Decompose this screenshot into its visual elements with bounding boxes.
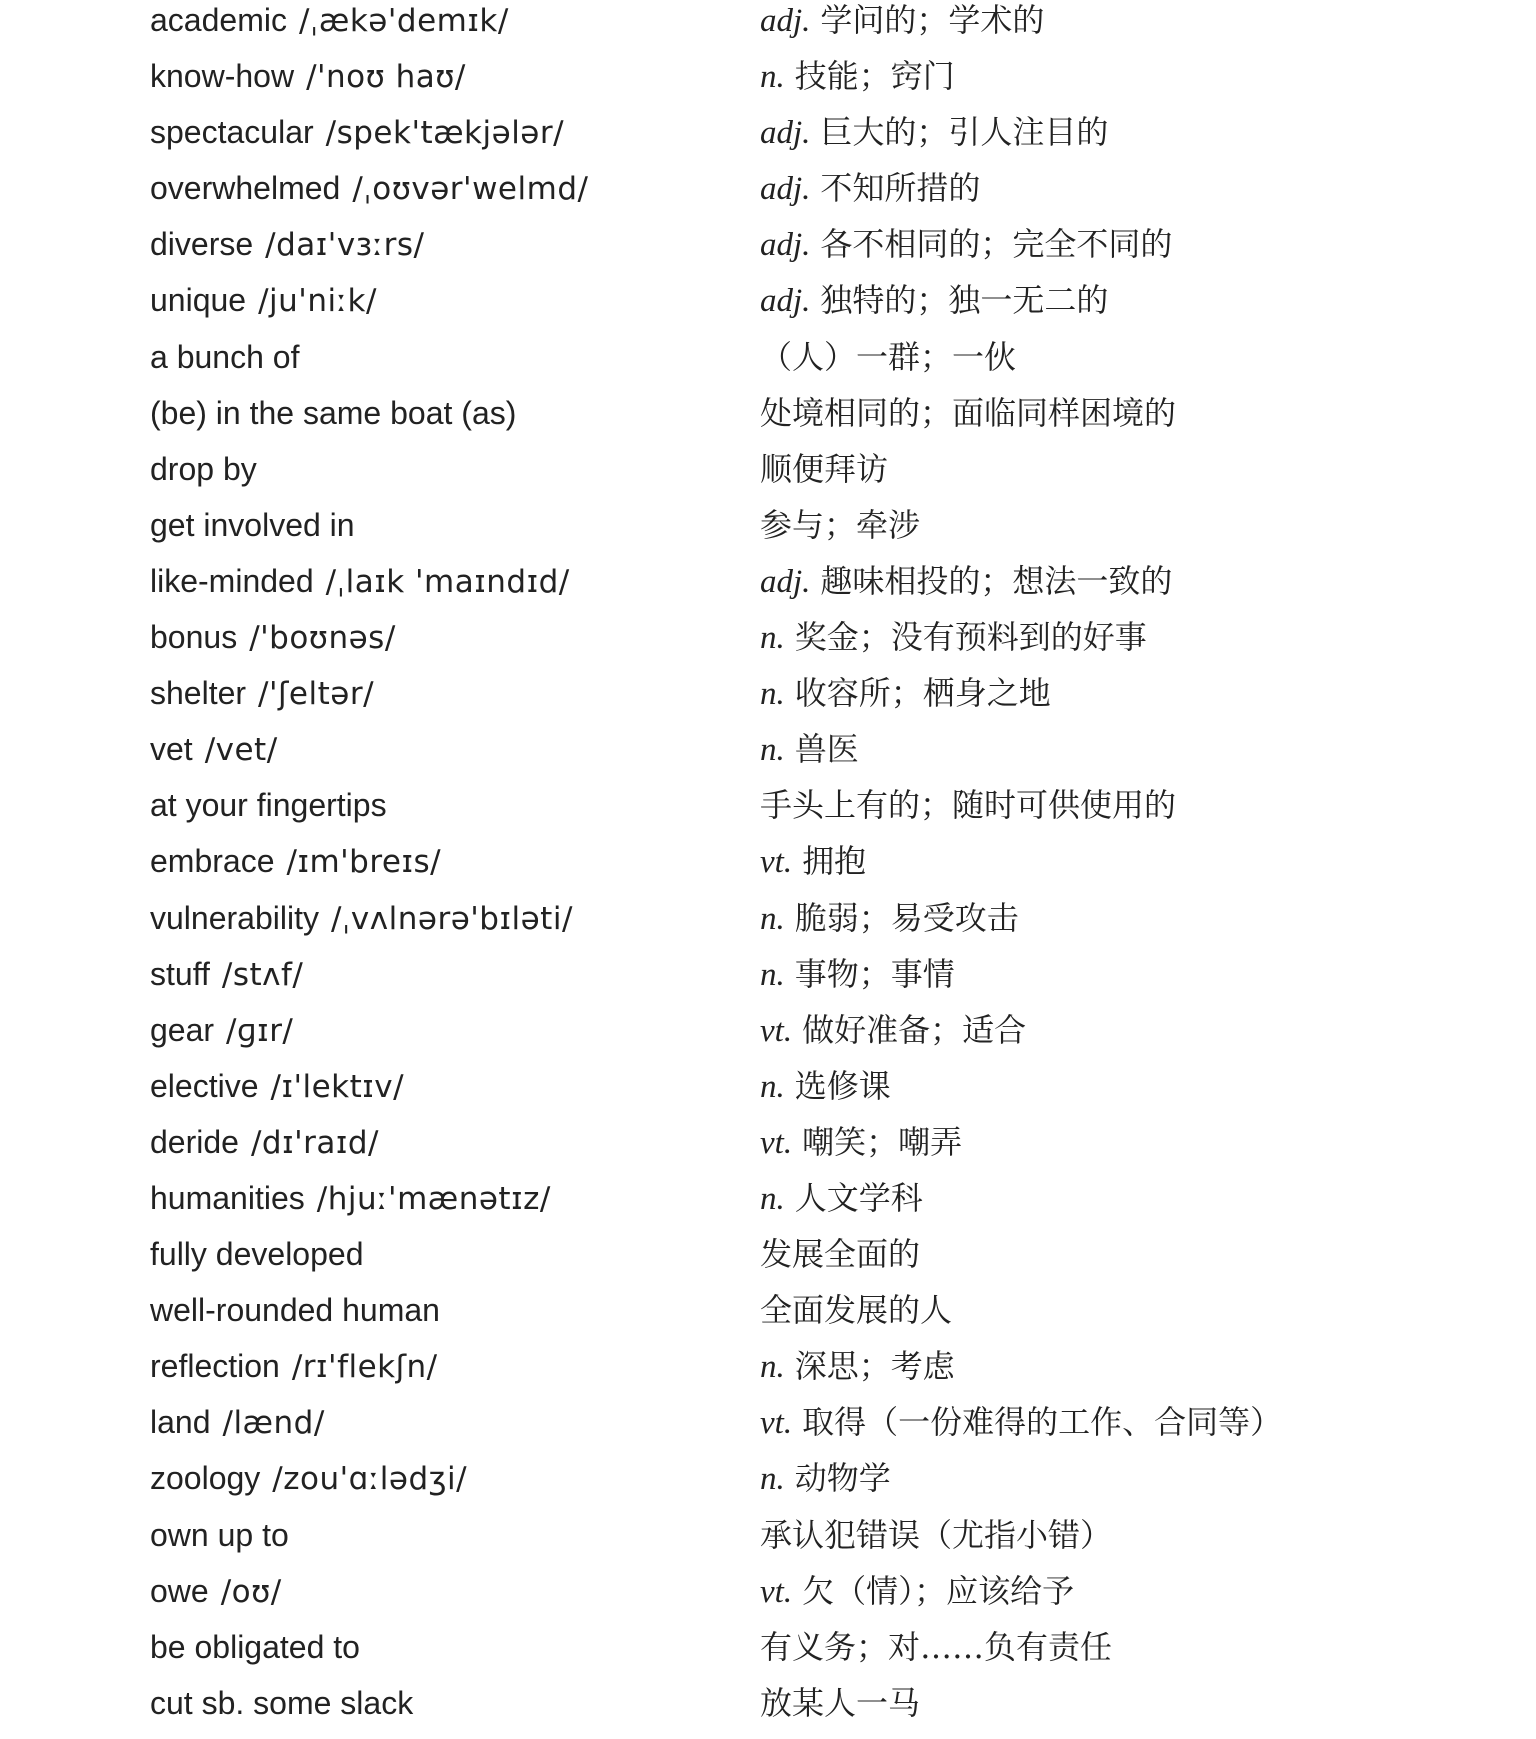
part-of-speech: n. — [760, 59, 785, 96]
vocab-entry — [0, 1515, 1536, 1571]
part-of-speech: n. — [760, 956, 785, 993]
english-term — [150, 561, 570, 602]
headword: diverse — [150, 226, 254, 263]
vocab-entry — [0, 337, 1536, 393]
chinese-definition — [760, 1571, 1074, 1612]
headword: own up to — [150, 1516, 289, 1553]
english-term — [150, 1234, 363, 1274]
headword: deride — [150, 1123, 239, 1160]
headword: owe — [150, 1572, 209, 1609]
chinese-definition — [760, 561, 1172, 602]
definition-text: 深思；考虑 — [794, 1347, 955, 1386]
english-term — [150, 1346, 438, 1387]
english-term — [150, 393, 516, 433]
chinese-definition — [760, 1234, 920, 1274]
headword: reflection — [150, 1348, 280, 1385]
part-of-speech: n. — [760, 1180, 785, 1217]
phonetic-transcription: /'ʃeltər/ — [258, 676, 375, 713]
chinese-definition — [760, 168, 980, 209]
english-term — [150, 617, 396, 658]
vocab-entry — [0, 505, 1536, 561]
definition-text: 取得（一份难得的工作、合同等） — [802, 1403, 1283, 1442]
headword: (be) in the same boat (as) — [150, 394, 517, 431]
vocab-entry — [0, 1346, 1536, 1402]
english-term — [150, 954, 303, 995]
phonetic-transcription: /ɡɪr/ — [226, 1012, 294, 1049]
chinese-definition — [760, 954, 955, 995]
part-of-speech: n. — [760, 1068, 785, 1105]
definition-text: 收容所；栖身之地 — [794, 674, 1051, 713]
english-term — [150, 841, 441, 882]
headword: vet — [150, 731, 193, 768]
definition-text: 放某人一马 — [760, 1683, 921, 1722]
definition-text: 独特的；独一无二的 — [820, 281, 1109, 320]
chinese-definition — [760, 673, 1051, 714]
headword: a bunch of — [150, 338, 300, 375]
english-term — [150, 337, 299, 377]
phonetic-transcription: /lænd/ — [222, 1405, 325, 1442]
part-of-speech: n. — [760, 676, 785, 713]
part-of-speech: adj. — [760, 115, 811, 152]
phonetic-transcription: /hjuː'mænətɪz/ — [316, 1180, 551, 1217]
english-term — [150, 1683, 413, 1723]
vocab-entry — [0, 1234, 1536, 1290]
part-of-speech: adj. — [760, 563, 811, 600]
english-term — [150, 1122, 379, 1163]
vocab-entry — [0, 1122, 1536, 1178]
definition-text: 全面发展的人 — [760, 1291, 953, 1330]
vocab-entry — [0, 561, 1536, 617]
english-term — [150, 1515, 289, 1555]
definition-text: 处境相同的；面临同样困境的 — [760, 393, 1177, 432]
english-term — [150, 1066, 404, 1107]
headword: vulnerability — [150, 899, 319, 936]
vocab-entry — [0, 1571, 1536, 1627]
vocab-entry — [0, 1178, 1536, 1234]
part-of-speech: adj. — [760, 171, 811, 208]
part-of-speech: vt. — [760, 1124, 793, 1161]
phonetic-transcription: /'boʊnəs/ — [249, 620, 396, 657]
headword: academic — [150, 2, 287, 38]
definition-text: 各不相同的；完全不同的 — [820, 225, 1173, 264]
part-of-speech: vt. — [760, 1405, 793, 1442]
definition-text: 兽医 — [794, 730, 859, 769]
vocab-entry — [0, 224, 1536, 280]
definition-text: 有义务；对……负有责任 — [760, 1627, 1113, 1666]
english-term — [150, 729, 278, 770]
chinese-definition — [760, 1122, 962, 1163]
english-term — [150, 1290, 440, 1330]
phonetic-transcription: /ˌækə'demɪk/ — [298, 3, 509, 39]
headword: get involved in — [150, 506, 355, 543]
phonetic-transcription: /vet/ — [204, 732, 278, 769]
phonetic-transcription: /zou'ɑːlədʒi/ — [272, 1461, 468, 1498]
headword: gear — [150, 1011, 215, 1048]
chinese-definition — [760, 112, 1108, 153]
phonetic-transcription: /'noʊ haʊ/ — [306, 59, 466, 96]
definition-text: 学问的；学术的 — [820, 1, 1045, 39]
english-term — [150, 505, 355, 545]
headword: stuff — [150, 955, 210, 992]
vocab-entry — [0, 449, 1536, 505]
vocab-entry — [0, 673, 1536, 729]
vocab-entry — [0, 393, 1536, 449]
headword: fully developed — [150, 1236, 364, 1273]
chinese-definition — [760, 729, 859, 770]
chinese-definition — [760, 1346, 955, 1387]
definition-text: 选修课 — [794, 1066, 891, 1105]
english-term — [150, 1178, 551, 1219]
english-term — [150, 224, 424, 265]
phonetic-transcription: /ˌvʌlnərə'bɪləti/ — [330, 900, 573, 937]
headword: bonus — [150, 619, 238, 656]
phonetic-transcription: /daɪ'vɜːrs/ — [265, 227, 425, 264]
english-term — [150, 0, 509, 41]
part-of-speech: n. — [760, 900, 785, 937]
part-of-speech: vt. — [760, 1573, 793, 1610]
english-term — [150, 673, 374, 714]
vocab-entry — [0, 1627, 1536, 1683]
chinese-definition — [760, 1458, 891, 1499]
headword: humanities — [150, 1179, 305, 1216]
definition-text: 事物；事情 — [794, 954, 955, 993]
chinese-definition — [760, 56, 955, 97]
part-of-speech: n. — [760, 1461, 785, 1498]
phonetic-transcription: /oʊ/ — [220, 1573, 282, 1610]
headword: elective — [150, 1067, 259, 1104]
phonetic-transcription: /rɪ'flekʃn/ — [291, 1349, 438, 1386]
vocab-entry — [0, 1458, 1536, 1514]
chinese-definition — [760, 1402, 1282, 1443]
english-term — [150, 1458, 467, 1499]
phonetic-transcription: /stʌf/ — [221, 956, 304, 993]
vocab-entry — [0, 168, 1536, 224]
chinese-definition — [760, 505, 920, 545]
phonetic-transcription: /ɪm'breɪs/ — [286, 844, 442, 881]
phonetic-transcription: /ju'niːk/ — [258, 283, 377, 320]
vocab-entry — [0, 617, 1536, 673]
part-of-speech: adj. — [760, 3, 811, 39]
chinese-definition — [760, 224, 1172, 265]
definition-text: 参与；牵涉 — [760, 505, 921, 544]
chinese-definition — [760, 1627, 1112, 1667]
headword: shelter — [150, 675, 247, 712]
english-term — [150, 1571, 282, 1612]
chinese-definition — [760, 1290, 952, 1330]
vocab-entry — [0, 785, 1536, 841]
definition-text: 发展全面的 — [760, 1235, 921, 1274]
chinese-definition — [760, 0, 1044, 41]
definition-text: 手头上有的；随时可供使用的 — [760, 786, 1177, 825]
definition-text: 嘲笑；嘲弄 — [802, 1122, 963, 1161]
chinese-definition — [760, 1010, 1026, 1051]
definition-text: （人）一群；一伙 — [760, 337, 1017, 376]
headword: land — [150, 1404, 211, 1441]
chinese-definition — [760, 1066, 891, 1107]
headword: overwhelmed — [150, 170, 341, 207]
part-of-speech: adj. — [760, 283, 811, 320]
chinese-definition — [760, 1683, 920, 1723]
part-of-speech: adj. — [760, 227, 811, 264]
vocab-entry — [0, 1290, 1536, 1346]
english-term — [150, 449, 257, 489]
english-term — [150, 112, 564, 153]
english-term — [150, 898, 573, 939]
vocab-entry — [0, 1010, 1536, 1066]
headword: well-rounded human — [150, 1292, 440, 1329]
chinese-definition — [760, 1515, 1112, 1555]
vocab-entry — [0, 112, 1536, 168]
english-term — [150, 1627, 360, 1667]
definition-text: 脆弱；易受攻击 — [794, 898, 1019, 937]
part-of-speech: vt. — [760, 844, 793, 881]
headword: unique — [150, 282, 247, 319]
chinese-definition — [760, 1178, 923, 1219]
phonetic-transcription: /ˌlaɪk 'maɪndɪd/ — [325, 563, 570, 600]
headword: drop by — [150, 450, 257, 487]
part-of-speech: n. — [760, 732, 785, 769]
english-term — [150, 280, 377, 321]
vocab-entry — [0, 1066, 1536, 1122]
phonetic-transcription: /ˌoʊvər'welmd/ — [352, 171, 589, 208]
headword: spectacular — [150, 114, 314, 151]
chinese-definition — [760, 785, 1176, 825]
vocab-entry — [0, 1683, 1536, 1739]
phonetic-transcription: /spek'tækjələr/ — [325, 115, 565, 152]
vocab-entry — [0, 841, 1536, 897]
headword: cut sb. some slack — [150, 1684, 414, 1721]
vocab-entry — [0, 954, 1536, 1010]
vocab-entry — [0, 729, 1536, 785]
definition-text: 欠（情）；应该给予 — [802, 1571, 1075, 1610]
vocab-entry — [0, 898, 1536, 954]
definition-text: 顺便拜访 — [760, 449, 889, 488]
phonetic-transcription: /dɪ'raɪd/ — [250, 1124, 379, 1161]
english-term — [150, 1010, 293, 1051]
part-of-speech: n. — [760, 1349, 785, 1386]
definition-text: 人文学科 — [794, 1178, 923, 1217]
headword: know-how — [150, 58, 295, 95]
chinese-definition — [760, 898, 1019, 939]
english-term — [150, 1402, 325, 1443]
headword: be obligated to — [150, 1628, 360, 1665]
headword: zoology — [150, 1460, 261, 1497]
definition-text: 奖金；没有预料到的好事 — [794, 618, 1147, 657]
definition-text: 趣味相投的；想法一致的 — [820, 561, 1173, 600]
headword: at your fingertips — [150, 787, 387, 824]
part-of-speech: vt. — [760, 1012, 793, 1049]
definition-text: 拥抱 — [802, 842, 867, 881]
chinese-definition — [760, 617, 1147, 658]
phonetic-transcription: /ɪ'lektɪv/ — [270, 1068, 405, 1105]
definition-text: 承认犯错误（尤指小错） — [760, 1515, 1113, 1554]
english-term — [150, 168, 588, 209]
definition-text: 不知所措的 — [820, 169, 981, 208]
headword: like-minded — [150, 562, 314, 599]
vocab-entry — [0, 0, 1536, 56]
definition-text: 动物学 — [794, 1459, 891, 1498]
part-of-speech: n. — [760, 620, 785, 657]
chinese-definition — [760, 337, 1016, 377]
headword: embrace — [150, 843, 275, 880]
chinese-definition — [760, 449, 888, 489]
definition-text: 技能；窍门 — [794, 57, 955, 96]
definition-text: 巨大的；引人注目的 — [820, 113, 1109, 152]
vocab-entry — [0, 280, 1536, 336]
chinese-definition — [760, 393, 1176, 433]
vocab-entry — [0, 1402, 1536, 1458]
chinese-definition — [760, 841, 866, 882]
vocab-entry — [0, 56, 1536, 112]
definition-text: 做好准备；适合 — [802, 1010, 1027, 1049]
english-term — [150, 56, 466, 97]
chinese-definition — [760, 280, 1108, 321]
english-term — [150, 785, 387, 825]
